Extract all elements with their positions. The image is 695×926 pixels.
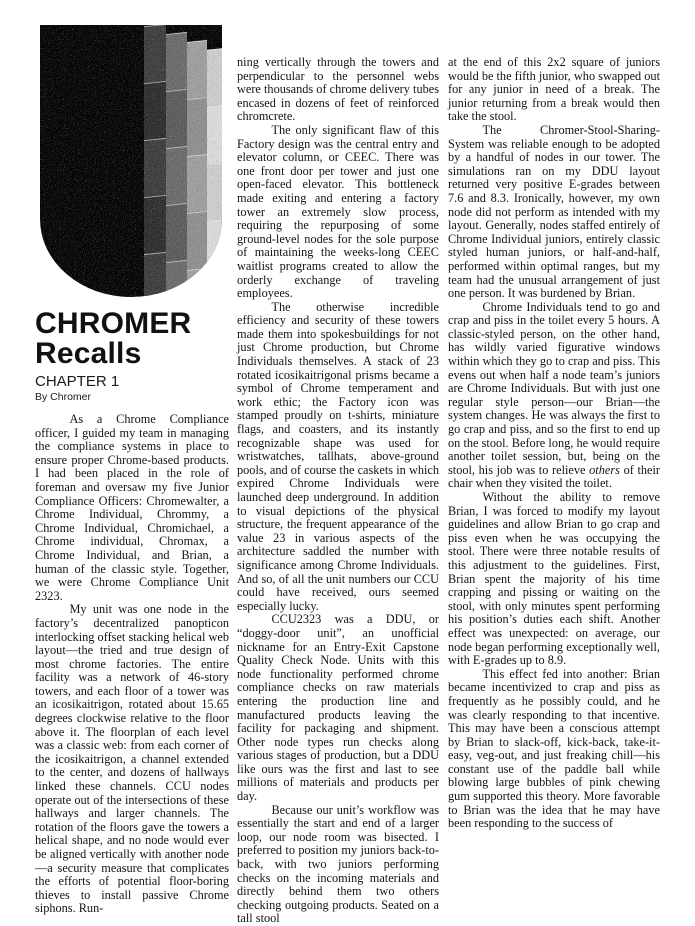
paragraph-segment: of their chair when they visited the toilet. — [448, 462, 661, 491]
paragraph: ning vertically through the towers and perpendicular to the personnel webs were thousands of chrome delivery tubes encased in dozens of feet of reinforced chromcrete. — [237, 55, 439, 124]
page-title-line1: CHROMER — [35, 307, 192, 340]
byline: By Chromer — [35, 391, 92, 403]
article-column-2 — [237, 56, 439, 926]
tower-gradient-steps — [40, 25, 222, 297]
column-left — [35, 0, 229, 916]
paragraph: As a Chrome Compliance officer, I guided my team in managing the compliance systems in place to ensure proper Chrome-based products. I had been placed in the role of foreman and oversaw my five Junior Compliance Officers: Chromewalter, a Chrome Individual, Chrommy, a Chrome Individual, Chromichael, a Chrome individual, Chromax, a Chrome Individual, and Brian, a human of the classic style. Together, we were Chrome Compliance Unit 2323. — [35, 412, 229, 603]
article-column-3 — [448, 56, 660, 831]
article-column-1 — [35, 413, 229, 916]
paragraph-segment: Chrome Individuals tend to go and crap and piss in the toilet every 5 hours. A classic-styled person, on the other hand, has wildly varied figurative windows within which they go to crap and piss. This evens out when half a node team’s juniors are Chrome Individuals. But with just one regular style person—our Brian—the system changes. He was always the first to go crap and piss, and so the first to end up on the stool. Before long, he would require another toilet session, but, being on the stool, his job was to relieve — [448, 299, 660, 477]
paragraph — [448, 301, 660, 491]
chrome-tower-artwork — [40, 25, 222, 297]
paragraph: Without the ability to remove Brian, I was forced to modify my layout guidelines and allow Brian to go crap and piss even when he was occupying the stool. There were three notable results of this adjustment to the guidelines. First, Brian spent the majority of his time crapping and pissing or waiting on the stool, with only minutes spent performing his position’s duties each shift. Another effect was unexpected: on average, our node began performing exceptionally well, with E-grades up to 8.9. — [448, 490, 660, 668]
paragraph: Because our unit’s workflow was essentially the start and end of a larger loop, our node room was bisected. I preferred to position my juniors back-to-back, with two juniors performing checks on the incoming materials and directly behind them two others checking outgoing products. Seated on a tall stool — [237, 802, 439, 926]
tower-step-strip — [207, 49, 222, 297]
tower-step-strip — [144, 25, 166, 297]
paragraph: The Chromer-Stool-Sharing-System was reliable enough to be adopted by a handful of nodes in our tower. The simulations ran on my DDU layout returned very positive E-grades between 7.6 and 8.3. Ironically, however, my own node did not perform as intended with my layout. Generally, nodes staffed entirely of Chrome Individual juniors, entirely classic styled human juniors, or half-and-half, performed within optimal ranges, but my team had the unusual arrangement of just one person. It was burdened by Brian. — [448, 122, 660, 301]
paragraph: This effect fed into another: Brian became incentivized to crap and piss as frequently as he possibly could, and he was clearly responding to that incentive. This may have been a conscious attempt by Brian to slack-off, kick-back, take-it-easy, veg-out, and just freaking chill—his constant use of the paddle ball while blowing large bubbles of pink chewing gum supported this theory. More favorable to Brian was the idea that he may have been responding to the success of — [448, 666, 660, 831]
masthead — [35, 309, 229, 404]
tower-step-strip — [187, 41, 207, 297]
paragraph: My unit was one node in the factory’s decentralized panopticon interlocking offset stacking helical web layout—the tried and true design of most chrome factories. The entire facility was a network of 46-story towers, and each floor of a tower was an icosikaitrigon, rotated about 15.65 degrees clockwise relative to the floor above it. The floorplan of each level was a classic web: from each corner of the icosikaitrigon, a channel extended to the center, and dozens of hallways linked these channels. CCU nodes operate out of the intersections of these hallways and larger channels. The rotation of the floors gave the towers a helical shape, and no node would ever be aligned vertically with another node—a security measure that complicates the efforts of potential floor-boring thieves to install passive Chrome siphons. Run- — [35, 602, 229, 916]
paragraph: at the end of this 2x2 square of juniors would be the fifth junior, who swapped out for any junior in need of a break. The junior returning from a break would then take the stool. — [448, 55, 660, 124]
chapter-heading: CHAPTER 1 — [35, 373, 120, 390]
tower-step-strip — [166, 33, 187, 297]
paragraph: The otherwise incredible efficiency and security of these towers made them into spokesbuildings for not just Chrome production, but Chrome Individuals themselves. A stack of 23 rotated icosikaitrigonal prisms became a symbol of Chrome temperament and work ethic; the Factory icon was stamped proudly on t-shirts, miniature flags, and coasters, and its instantly recognizable shape was used for wristwatches, tallhats, above-ground pools, and of course the caskets in which expired Chrome Individuals were launched deep underground. In addition to visual depictions of the physical structure, the frequent appearance of the value 23 in various aspects of the architecture saddled the number with significance among Chrome Individuals. And so, of all the unit numbers our CCU could have received, ours seemed especially lucky. — [237, 299, 439, 613]
emphasized-word: others — [589, 462, 620, 477]
paragraph: The only significant flaw of this Factory design was the central entry and elevator column, or CEEC. There was one front door per tower and just one open-faced elevator. This bottleneck made exiting and entering a factory tower an extremely slow process, requiring the repurposing of some ground-level nodes for the sole purpose of maintaining the weeks-long CEEC waitlist programs created to allow the orderly exchange of traveling employees. — [237, 122, 439, 301]
paragraph: CCU2323 was a DDU, or “doggy-door unit”, an unofficial nickname for an Entry-Exit Capstone Quality Check Node. Units with this node functionality performed chrome compliance checks on raw materials entering the production line and manufactured products leaving the facility for packaging and shipment. Other node types run checks along various stages of production, but a DDU like ours was the first and last to see millions of materials and products per day. — [237, 612, 439, 804]
page-title-line2: Recalls — [35, 337, 142, 370]
